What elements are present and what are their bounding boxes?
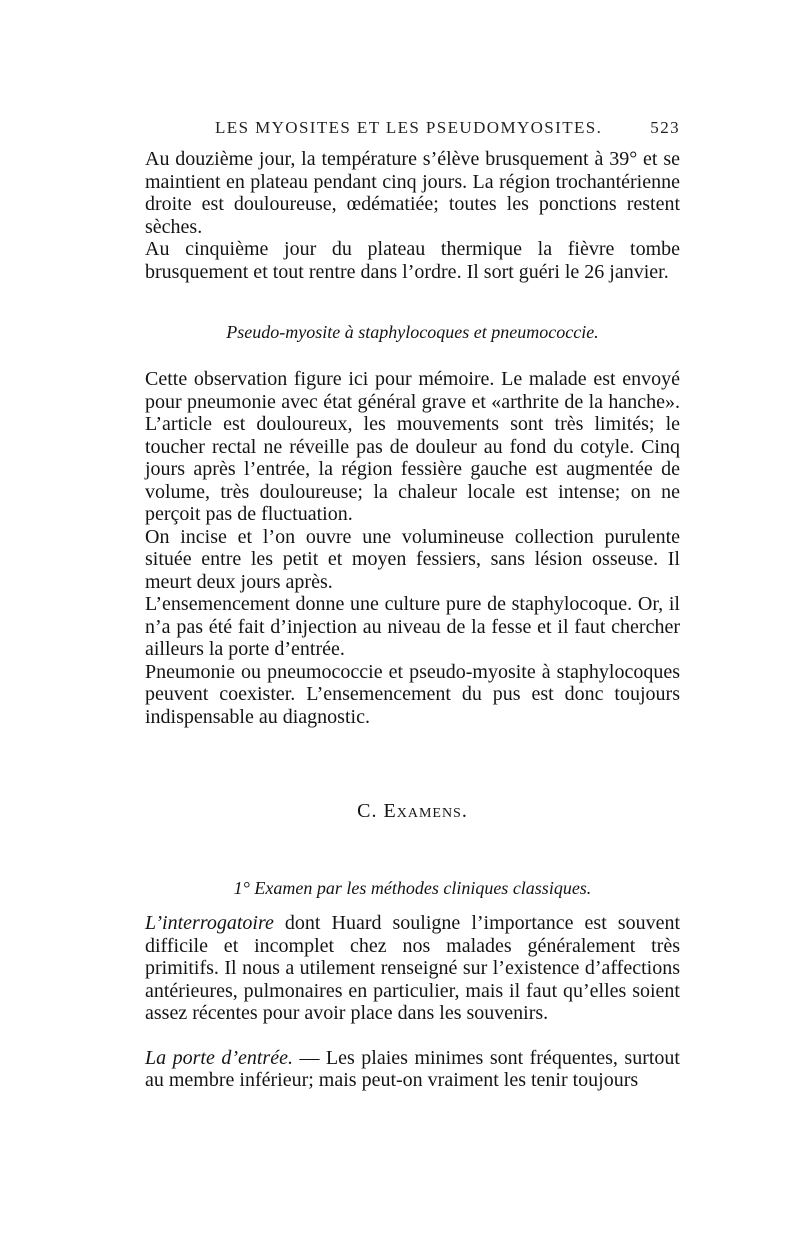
paragraph: On incise et l’on ouvre une volumineuse collection purulente située entre les petit et moyen fessiers, sans lésion osseuse. Il meurt deux jours après.: [145, 525, 680, 593]
running-header: [145, 118, 680, 138]
paragraph: L’ensemencement donne une culture pure de staphylocoque. Or, il n’a pas été fait d’injection au niveau de la fesse et il faut chercher ailleurs la porte d’entrée.: [145, 593, 680, 660]
paragraph-body: dont Huard souligne l’importance est souvent difficile et incomplet chez nos malades généralement très primitifs. Il nous a utilement renseigné sur l’existence d’affections antérieures, pulmonaires en particulier, mais il faut qu’elles soient assez récentes pour avoir place dans les souvenirs.: [145, 912, 680, 1024]
paragraph: Au douzième jour, la température s’élève brusquement à 39° et se maintient en plateau pendant cinq jours. La région trochantérienne droite est douloureuse, œdématiée; toutes les ponctions restent sèches.: [145, 148, 680, 238]
paragraph: Cette observation figure ici pour mémoire. Le malade est envoyé pour pneumonie avec état général grave et «arthrite de la hanche». L’article est douloureux, les mouvements sont très limités; le toucher rectal ne réveille pas de douleur au fond du cotyle. Cinq jours après l’entrée, la région fessière gauche est augmentée de volume, très douloureuse; la chaleur locale est intense; on ne perçoit pas de fluctuation.: [145, 368, 680, 525]
text-block-2: [145, 368, 680, 728]
running-title: LES MYOSITES ET LES PSEUDOMYOSITES.: [215, 118, 603, 137]
paragraph: [145, 912, 680, 1025]
paragraph-body: — Les plaies minimes sont fréquentes, surtout au membre inférieur; mais peut-on vraiment les tenir toujours: [145, 1046, 680, 1091]
section-letter: C.: [357, 800, 378, 822]
subheading-pseudo-myosite: Pseudo-myosite à staphylocoques et pneumococcie.: [226, 322, 599, 342]
lead-term: La porte d’entrée.: [145, 1046, 293, 1069]
subheading-examen: 1° Examen par les méthodes cliniques classiques.: [233, 878, 592, 898]
paragraph: [145, 1047, 680, 1092]
section-title: Examens.: [383, 800, 468, 822]
text-block-3: [145, 912, 680, 1092]
paragraph: Pneumonie ou pneumococcie et pseudo-myosite à staphylocoques peuvent coexister. L’ensemencement du pus est donc toujours indispensable au diagnostic.: [145, 660, 680, 728]
section-heading: [145, 800, 680, 823]
text-block-1: [145, 148, 680, 283]
paragraph: Au cinquième jour du plateau thermique la fièvre tombe brusquement et tout rentre dans l’ordre. Il sort guéri le 26 janvier.: [145, 238, 680, 283]
page-number: 523: [650, 118, 680, 137]
lead-term: L’interrogatoire: [145, 912, 274, 934]
